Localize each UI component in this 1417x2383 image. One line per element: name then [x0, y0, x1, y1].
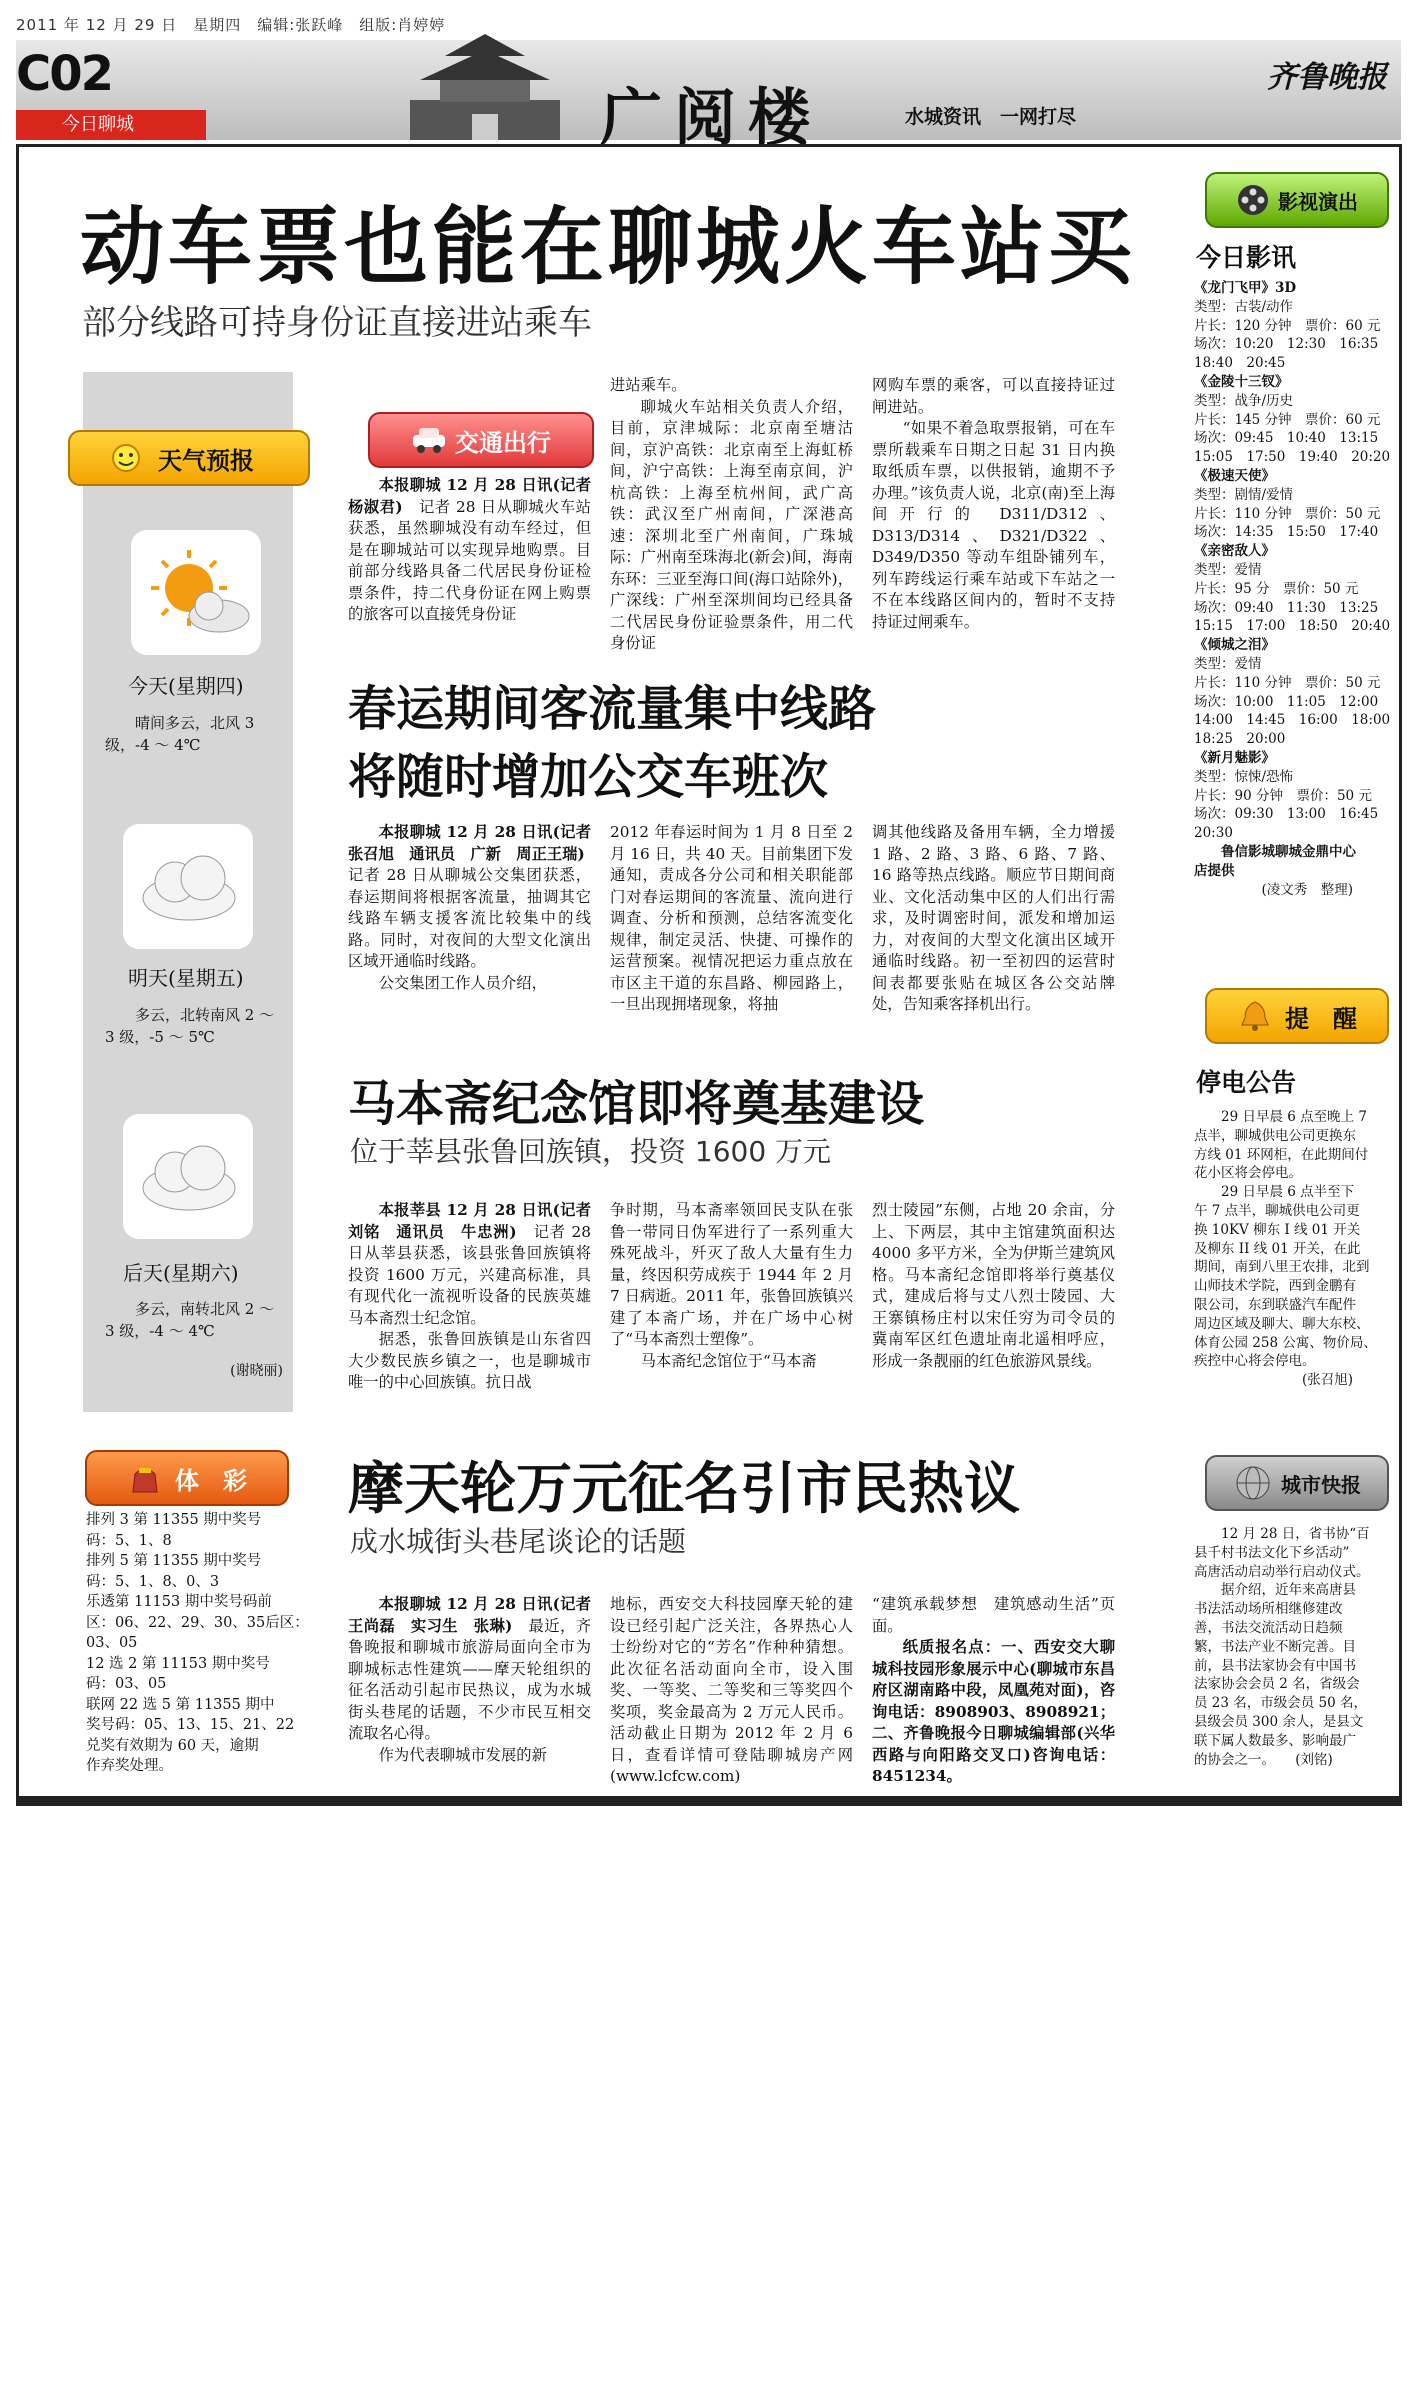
paragraph-text: “如果不着急取票报销，可在车票所载乘车日期之日起 31 日内换取纸质车票，以供报销，逾期不予办理。”该负责人说，北京(南)至上海间开行的 D311/D312、D313/D314、D321/D322、D349/D350 等动车组卧铺列车，列车跨线运行乘车站或下车站之一不在本线路区间内的，暂时不支持持证过闸乘车。	[872, 419, 1115, 631]
memorial-headline: 马本斋纪念馆即将奠基建设	[348, 1076, 925, 1132]
text-line: 《金陵十三钗》	[1194, 373, 1289, 390]
paragraph	[872, 822, 1115, 1016]
lucky-bag-icon	[127, 1460, 163, 1496]
weather-panel	[83, 372, 293, 1412]
text-line: 15:05 17:50 19:40 20:20	[1194, 449, 1391, 466]
paragraph	[348, 1594, 607, 1745]
text-line: 法家协会会员 2 名，省级会	[1194, 1676, 1360, 1693]
paragraph	[872, 1594, 1115, 1637]
paragraph-text: 据悉，张鲁回族镇是山东省四大少数民族乡镇之一，也是聊城市唯一的中心回族镇。抗日战	[348, 1330, 591, 1391]
paragraph	[872, 418, 1115, 633]
paragraph-text: 记者 28 日从聊城火车站获悉，虽然聊城没有动车经过，但是在聊城站可以实现异地购票。目前部分线路具备二代居民身份证检票条件，持二代身份证在网上购票的旅客可以直接凭身份证	[348, 497, 591, 623]
city-badge-label: 城市快报	[1281, 1472, 1361, 1497]
text-line: 点半，聊城供电公司更换东	[1194, 1127, 1356, 1144]
text-line: 店提供	[1194, 862, 1235, 879]
movie-badge	[1205, 172, 1389, 228]
column-subtitle: 水城资讯 一网打尽	[905, 106, 1077, 128]
text-line: 场次：09:30 13:00 16:45	[1194, 806, 1379, 823]
text-line: 码：5、1、8、0、3	[86, 1573, 220, 1590]
text-line: 片长：110 分钟 票价：50 元	[1194, 505, 1381, 522]
paragraph-text: “建筑承载梦想 建筑感动生活”页面。	[872, 1595, 1115, 1635]
ferris-col-2	[610, 1594, 853, 1788]
paragraph	[610, 822, 853, 1016]
movie-title: 今日影讯	[1196, 243, 1297, 272]
globe-icon	[1233, 1463, 1273, 1503]
bus-headline-line2: 将随时增加公交车班次	[348, 749, 829, 805]
paragraph-text: 争时期，马本斋率领回民支队在张鲁一带同日伪军进行了一系列重大殊死战斗，歼灭了敌人大量有生力量，终因积劳成疾于 1944 年 2 月 7 日病逝。2011 年，张鲁回族镇兴建了本斋广场，并在广场中心树了“马本斋烈士塑像”。	[610, 1201, 853, 1348]
power-outage-notice	[1194, 1108, 1394, 1390]
sun-icon	[104, 436, 148, 480]
text-line: 排列 3 第 11355 期中奖号	[86, 1512, 262, 1528]
paragraph	[872, 1200, 1115, 1372]
text-line: 码：03、05	[86, 1676, 167, 1692]
text-line: 作弃奖处理。	[86, 1758, 173, 1774]
paragraph-text: 进站乘车。	[610, 376, 687, 394]
text-line: 联下属人数最多、影响最广	[1194, 1732, 1356, 1749]
text-line: 场次：10:20 12:30 16:35	[1194, 336, 1379, 353]
paragraph-text: 公交集团工作人员介绍，	[378, 973, 547, 992]
text-line: 《极速天使》	[1194, 467, 1275, 484]
text-line: 前，县书法家协会有中国书	[1194, 1657, 1356, 1674]
notice-title: 停电公告	[1196, 1068, 1297, 1097]
paragraph-lead: 纸质报名点：一、西安交大聊城科技园形象展示中心(聊城市东昌府区湖南路中段，凤凰苑对面)，咨询电话：8908903、8908921；二、齐鲁晚报今日聊城编辑部(兴华西路与向阳路交叉口)咨询电话：8451234。	[872, 1638, 1115, 1785]
paragraph-lead: 本报聊城 12 月 28 日讯(记者 王尚磊 实习生 张琳)	[348, 1595, 607, 1635]
text-line: 码：5、1、8	[86, 1532, 172, 1549]
text-line: 员 23 名，市级会员 50 名，	[1194, 1695, 1368, 1712]
memorial-col-1	[348, 1200, 591, 1394]
paragraph-text: 记者 28 日从聊城公交集团获悉，春运期间将根据客流量，抽调其它线路车辆支援客流比较集中的线路。同时，对夜间的大型文化演出区域开通临时线路。	[348, 844, 601, 970]
bus-col-1	[348, 822, 601, 994]
traffic-badge-label: 交通出行	[455, 428, 551, 457]
paragraph	[610, 1351, 853, 1373]
weather-credit: (谢晓丽)	[230, 1363, 283, 1379]
text-line: 20:30	[1194, 825, 1233, 842]
text-line: 及柳东 II 线 01 开关，在此	[1194, 1240, 1361, 1257]
text-line: 山师技术学院，西到金鹏有	[1194, 1278, 1356, 1295]
lead-subhead: 部分线路可持身份证直接进站乘车	[82, 303, 592, 343]
paragraph	[610, 1200, 853, 1351]
text-line: 据介绍，近年来高唐县	[1194, 1582, 1356, 1599]
text-line: 片长：110 分钟 票价：50 元	[1194, 674, 1381, 691]
paragraph	[348, 475, 591, 626]
page-number: C02	[16, 46, 113, 102]
paragraph-text: 网购车票的乘客，可以直接持证过闸进站。	[872, 376, 1115, 416]
text-line: 联网 22 选 5 第 11355 期中	[86, 1696, 275, 1713]
lead-col-3	[872, 375, 1115, 633]
paragraph-text: 马本斋纪念馆位于“马本斋	[640, 1351, 817, 1370]
column-title: 广阅楼	[600, 81, 823, 154]
text-line: 29 日早晨 6 点半至下	[1194, 1184, 1355, 1201]
lottery-badge	[85, 1450, 289, 1506]
paragraph	[348, 1329, 591, 1394]
text-line: 类型：爱情	[1194, 561, 1262, 578]
tower-icon	[400, 30, 570, 140]
weather-desc-2: 多云，北转南风 2 ～ 3 级，-5 ～ 5℃	[105, 1006, 275, 1046]
text-line: 《亲密敌人》	[1194, 543, 1275, 560]
ferris-headline: 摩天轮万元征名引市民热议	[348, 1457, 1020, 1522]
text-line: 类型：爱情	[1194, 655, 1262, 672]
paragraph-text: 地标，西安交大科技园摩天轮的建设已经引起广泛关注，各界热心人士纷纷对它的“芳名”作种种猜想。此次征名活动面向全市，设入围奖、一等奖、二等奖和三等奖四个奖项，奖金最高为 2 万元人民币。活动截止日期为 2012 年 2 月 6 日，查看详情可登陆聊城房产网(www.lcfcw.com)	[610, 1595, 853, 1785]
text-line: 书法活动场所相继修建改	[1194, 1601, 1343, 1618]
text-line: 的协会之一。 (刘铭)	[1194, 1751, 1333, 1768]
city-news	[1194, 1525, 1394, 1769]
car-icon	[411, 425, 447, 455]
text-line: 《新月魅影》	[1194, 749, 1275, 766]
cloud-icon	[123, 1114, 253, 1239]
text-line: 类型：古装/动作	[1194, 298, 1294, 315]
remind-badge	[1205, 988, 1389, 1044]
bus-col-3	[872, 822, 1115, 1016]
paragraph-text: 调其他线路及备用车辆，全力增援 1 路、2 路、3 路、6 路、7 路、16 路等热点线路。顺应节日期间商业、文化活动集中区的人们出行需求，及时调密时间，派发和增加运力，对夜间的大型文化演出区域开通临时线路。初一至初四的运营时间表都要张贴在城区各公交站牌处，告知乘客择机出行。	[872, 823, 1115, 1013]
paragraph	[610, 1594, 853, 1788]
city-badge	[1205, 1455, 1389, 1511]
bell-icon	[1237, 998, 1273, 1034]
paragraph-text: 记者 28 日从莘县获悉，该县张鲁回族镇将投资 1600 万元，兴建高标准，具有现代化一流视听设备的民族英雄马本斋烈士纪念馆。	[348, 1222, 591, 1327]
paragraph	[348, 1745, 591, 1767]
weather-badge	[68, 430, 310, 486]
memorial-col-2	[610, 1200, 853, 1372]
paragraph	[348, 973, 591, 995]
text-line: 03、05	[86, 1635, 138, 1651]
text-line: 片长：90 分钟 票价：50 元	[1194, 787, 1372, 804]
memorial-subhead: 位于莘县张鲁回族镇，投资 1600 万元	[350, 1135, 832, 1168]
bus-col-2	[610, 822, 853, 1016]
text-line: 鲁信影城聊城金鼎中心	[1194, 843, 1356, 860]
lead-headline: 动车票也能在聊城火车站买	[80, 198, 1137, 296]
film-reel-icon	[1236, 183, 1270, 217]
weather-badge-label: 天气预报	[158, 446, 254, 475]
movie-listings	[1194, 279, 1394, 899]
dateline: 2011 年 12 月 29 日 星期四 编辑:张跃峰 组版:肖婷婷	[16, 16, 446, 34]
text-line: 12 月 28 日，省书协“百	[1194, 1526, 1370, 1542]
remind-badge-label: 提 醒	[1285, 1004, 1357, 1033]
text-line: 午 7 点半，聊城供电公司更	[1194, 1202, 1360, 1219]
paragraph	[610, 397, 853, 655]
section-tag: 今日聊城	[16, 110, 206, 140]
paragraph-text: 聊城火车站相关负责人介绍，目前，京津城际：北京南至塘沽间，京沪高铁：北京南至上海虹桥间，沪宁高铁：上海至南京间，沪杭高铁：上海至杭州间，武广高铁：武汉至广州南间，广深港高速：深圳北至广州南间，广珠城际：广州南至珠海北(新会)间，海南东环：三亚至海口间(海口站除外)，广深线：广州至深圳间均已经具备二代居民身份证验票条件，用二代身份证	[610, 397, 853, 652]
text-line: 周边区域及聊大、聊大东校、	[1194, 1315, 1370, 1332]
lead-col-1	[348, 475, 591, 626]
weather-day-2: 明天(星期五)	[128, 966, 244, 990]
paragraph	[348, 1200, 591, 1329]
text-line: 县级会员 300 余人，是县文	[1194, 1713, 1364, 1730]
lead-col-2	[610, 375, 853, 655]
text-line: 高唐活动启动举行启动仪式。	[1194, 1563, 1370, 1580]
text-line: 疾控中心将会停电。	[1194, 1353, 1316, 1370]
text-line: (凌文秀 整理)	[1194, 881, 1354, 898]
text-line: 《倾城之泪》	[1194, 637, 1275, 654]
paragraph-lead: 本报聊城 12 月 28 日讯(记者 张召旭 通讯员 广新 周正王瑞)	[348, 823, 591, 863]
ferris-col-3	[872, 1594, 1115, 1788]
text-line: 换 10KV 柳东 I 线 01 开关	[1194, 1221, 1361, 1238]
weather-day-3: 后天(星期六)	[123, 1261, 239, 1285]
text-line: 场次：09:40 11:30 13:25	[1194, 599, 1379, 616]
text-line: 繁，书法产业不断完善。目	[1194, 1638, 1356, 1655]
text-line: 善，书法交流活动日趋频	[1194, 1619, 1343, 1636]
text-line: 排列 5 第 11355 期中奖号	[86, 1553, 262, 1569]
text-line: 区：06、22、29、30、35后区：	[86, 1614, 309, 1631]
bottom-rule	[16, 1796, 1402, 1806]
paragraph	[872, 375, 1115, 418]
ferris-col-1	[348, 1594, 607, 1766]
text-line: 类型：惊悚/恐怖	[1194, 768, 1294, 785]
text-line: 场次：10:00 11:05 12:00	[1194, 693, 1379, 710]
text-line: 18:25 20:00	[1194, 731, 1286, 748]
text-line: 18:40 20:45	[1194, 355, 1286, 372]
sun-cloud-icon	[131, 530, 261, 655]
paragraph-text: 2012 年春运时间为 1 月 8 日至 2 月 16 日，共 40 天。目前集团下发通知，责成各分公司和相关职能部门对春运期间的客流量、流向进行调查、分析和预测，总结客流变化规律，制定灵活、快捷、可操作的运营预案。视情况把运力重点放在市区主干道的东昌路、柳园路上，一旦出现拥堵现象，将抽	[610, 823, 853, 1013]
lottery-badge-label: 体 彩	[175, 1466, 247, 1495]
movie-badge-label: 影视演出	[1278, 189, 1358, 214]
text-line: 类型：战争/历史	[1194, 392, 1294, 409]
paragraph-text: 最近，齐鲁晚报和聊城市旅游局面向全市为聊城标志性建筑——摩天轮组织的征名活动引起市民热议，成为水城街头巷尾的话题，不少市民互相交流取名心得。	[348, 1616, 591, 1742]
text-line: 体育公园 258 公寓、物价局、	[1194, 1334, 1377, 1351]
paragraph	[348, 822, 601, 973]
text-line: 场次：09:45 10:40 13:15	[1194, 430, 1379, 447]
text-line: 12 选 2 第 11153 期中奖号	[86, 1655, 270, 1672]
paragraph	[610, 375, 853, 397]
text-line: 方线 01 环网柜，在此期间付	[1194, 1146, 1369, 1163]
text-line: 场次：14:35 15:50 17:40	[1194, 524, 1379, 541]
paper-logo: 齐鲁晚报	[1267, 60, 1387, 95]
text-line: 乐透第 11153 期中奖号码前	[86, 1594, 272, 1610]
text-line: 兑奖有效期为 60 天，逾期	[86, 1737, 259, 1754]
ferris-subhead: 成水城街头巷尾谈论的话题	[350, 1525, 687, 1558]
cloud-icon	[123, 824, 253, 949]
text-line: 片长：120 分钟 票价：60 元	[1194, 317, 1381, 334]
paragraph-text: 烈士陵园”东侧，占地 20 余亩，分上、下两层，其中主馆建筑面积达 4000 多平方米，全为伊斯兰建筑风格。马本斋纪念馆即将举行奠基仪式，建成后将与丈八烈士陵园、大王寨镇杨庄村以宋任穷为司令员的冀南军区红色遗址南北遥相呼应，形成一条靓丽的红色旅游风景线。	[872, 1201, 1115, 1370]
weather-desc-3: 多云，南转北风 2 ～ 3 级，-4 ～ 4℃	[105, 1300, 275, 1340]
text-line: 奖号码：05、13、15、21、22	[86, 1717, 295, 1733]
text-line: (张召旭)	[1194, 1372, 1354, 1389]
memorial-col-3	[872, 1200, 1115, 1372]
weather-desc-1: 晴间多云，北风 3 级，-4 ～ 4℃	[105, 714, 255, 754]
paragraph-text: 作为代表聊城市发展的新	[378, 1745, 547, 1764]
paragraph	[872, 1637, 1115, 1788]
weather-day-1: 今天(星期四)	[128, 674, 244, 698]
text-line: 限公司，东到联盛汽车配件	[1194, 1296, 1356, 1313]
text-line: 类型：剧情/爱情	[1194, 486, 1294, 503]
bus-headline-line1: 春运期间客流量集中线路	[348, 681, 877, 737]
traffic-badge	[368, 412, 594, 468]
text-line: 15:15 17:00 18:50 20:40	[1194, 618, 1391, 635]
text-line: 花小区将会停电。	[1194, 1165, 1302, 1182]
text-line: 县千村书法文化下乡活动”	[1194, 1544, 1350, 1561]
text-line: 29 日早晨 6 点至晚上 7	[1194, 1109, 1368, 1125]
text-line: 14:00 14:45 16:00 18:00	[1194, 712, 1391, 729]
text-line: 片长：145 分钟 票价：60 元	[1194, 411, 1381, 428]
paragraph-lead: 本报聊城 12 月 28 日讯(记者杨淑君)	[348, 476, 591, 516]
text-line: 片长：95 分 票价：50 元	[1194, 580, 1359, 597]
text-line: 《龙门飞甲》3D	[1194, 280, 1297, 296]
paragraph-lead: 本报莘县 12 月 28 日讯(记者 刘铭 通讯员 牛忠洲)	[348, 1201, 591, 1241]
lottery-results	[86, 1510, 309, 1777]
text-line: 期间，南到八里王农排，北到	[1194, 1259, 1370, 1276]
